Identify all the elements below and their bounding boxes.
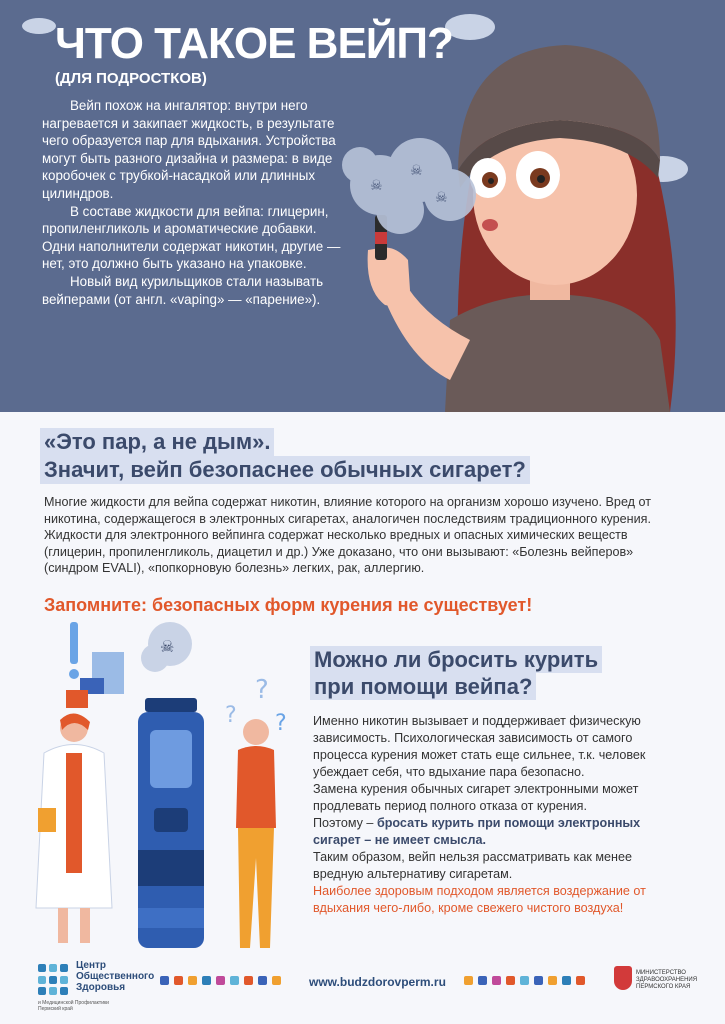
girl-vaping-illustration — [340, 20, 710, 412]
quit-paragraph: Замена курения обычных сигарет электронными может продлевать период полного отказа от курения. — [313, 782, 639, 813]
quit-advice: Наиболее здоровым подходом является воздержание от вдыхания чего-либо, кроме свежего чистого воздуха! — [313, 884, 646, 915]
quit-text — [313, 713, 683, 917]
quit-paragraph: Таким образом, вейп нельзя рассматривать как менее вредную альтернативу сигаретам. — [313, 850, 632, 881]
quit-paragraph — [313, 815, 683, 849]
svg-text:☠: ☠ — [435, 190, 448, 206]
quit-title-line1: Можно ли бросить курить — [310, 646, 602, 673]
svg-text:?: ? — [225, 703, 237, 728]
ministry-name: МИНИСТЕРСТВО ЗДРАВООХРАНЕНИЯ ПЕРМСКОГО КРАЯ — [636, 970, 698, 990]
org-name: Центр Общественного Здоровья — [76, 960, 155, 993]
decorative-dots — [160, 976, 281, 985]
myth-title — [40, 428, 530, 484]
svg-text:☠: ☠ — [370, 178, 383, 194]
quit-conclusion: бросать курить при помощи электронных сигарет – не имеет смысла. — [313, 816, 641, 847]
quit-paragraph: Именно никотин вызывает и поддерживает физическую зависимость. Психологическая зависимость от самого процесса курения может стать еще сильнее, т.к. человек убеждает себя, что вдыхание пара безопасно. — [313, 714, 646, 779]
myth-title-line2: Значит, вейп безопаснее обычных сигарет? — [40, 456, 530, 484]
page-subtitle: (ДЛЯ ПОДРОСТКОВ) — [55, 70, 207, 87]
svg-text:☠: ☠ — [160, 637, 175, 656]
hero-paragraph: Вейп похож на ингалятор: внутри него нагревается и закипает жидкость, в результате чего образуется пар для вдыхания. Устройства могут быть разного дизайна и размера: в виде коробочек с трубкой-насадкой или длинных цилиндров. — [42, 98, 336, 201]
myth-text — [44, 494, 684, 577]
quit-title — [310, 646, 602, 700]
hero-paragraph: В составе жидкости для вейпа: глицерин, пропиленгликоль и ароматические добавки. Одни наполнители содержат никотин, другие — нет, это должно быть указано на упаковке. — [42, 203, 341, 272]
hero-text — [42, 97, 342, 308]
myth-title-line1: «Это пар, а не дым». — [40, 428, 274, 456]
footer — [0, 956, 725, 1024]
hero-paragraph: Новый вид курильщиков стали называть вейперами (от англ. «vaping» — «парение»). — [42, 273, 324, 307]
quit-title-line2: при помощи вейпа? — [310, 673, 536, 700]
svg-text:?: ? — [275, 711, 287, 736]
decorative-dots — [464, 976, 585, 985]
org-logo-icon — [38, 964, 70, 996]
page-title: ЧТО ТАКОЕ ВЕЙП? — [55, 19, 453, 68]
svg-text:?: ? — [255, 675, 269, 705]
org-subtitle: и Медицинской Профилактики Пермский край — [38, 1000, 109, 1012]
website-link[interactable]: www.budzdorovperm.ru — [309, 975, 446, 989]
remember-warning: Запомните: безопасных форм курения не существует! — [44, 595, 533, 615]
hero-section — [0, 0, 725, 412]
svg-text:☠: ☠ — [410, 163, 423, 179]
myth-paragraph: Жидкости для электронного вейпинга содержат несколько вредных и опасных химических веществ (глицерин, пропиленгликоль, диацетил и др.) Уже доказано, что они вызывают: «Болезнь вейперов» (синдром EVALI), «попкорновую болезнь» легких, рак, аллергию. — [44, 528, 634, 575]
doctor-vape-illustration — [30, 618, 310, 953]
cloud-decoration — [22, 18, 56, 34]
quit-prefix: Поэтому – — [313, 816, 377, 830]
myth-paragraph: Многие жидкости для вейпа содержат никотин, влияние которого на организм хорошо изучено. Вред от никотина, содержащегося в электронных сигаретах, аналогичен последствиям традиционного курения. — [44, 495, 652, 526]
ministry-crest-icon — [614, 966, 632, 990]
